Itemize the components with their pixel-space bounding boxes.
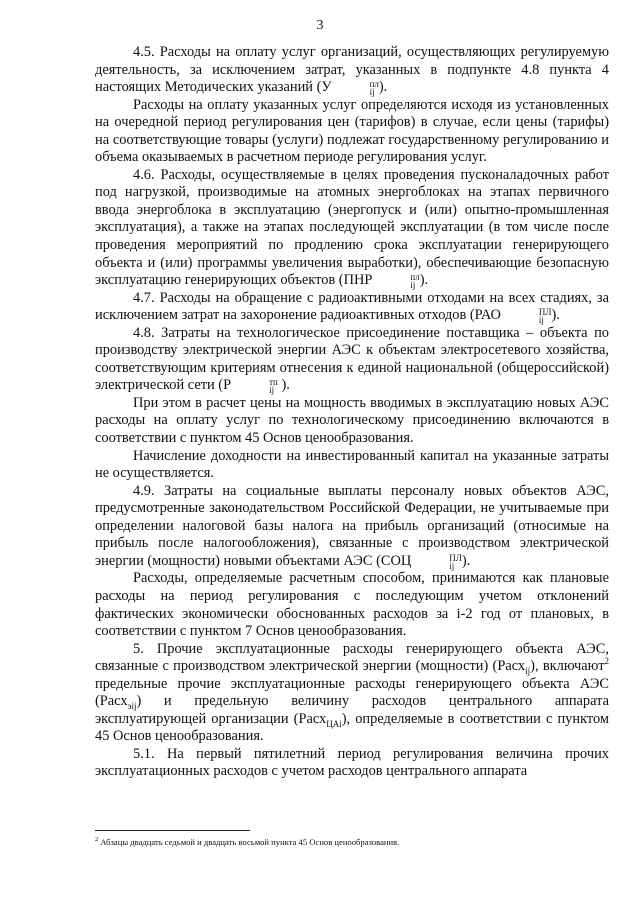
footnote-separator xyxy=(95,830,250,831)
index-group xyxy=(372,273,419,289)
text-run: ). xyxy=(461,552,471,569)
text-run: 5.1. На первый пятилетний период регулирования величина прочих эксплуатационных расходов с учетом расходов центрального аппарата xyxy=(95,745,609,780)
text-run: При этом в расчет цены на мощность вводимых в эксплуатацию новых АЭС расходы на оплату услуг по технологическому присоединению включаются в соответствии с пунктом 45 Основ ценообразования. xyxy=(95,394,609,447)
text-run: ) и предельную величину расходов центрального аппарата эксплуатирующей организации (Расх xyxy=(95,693,609,727)
paragraph-p4-9 xyxy=(95,483,609,571)
body-text xyxy=(95,44,609,781)
paragraph-p4-8 xyxy=(95,325,609,395)
page-number: 3 xyxy=(316,18,324,33)
paragraph-p4-8c xyxy=(95,448,609,483)
text-run: 4.9. Затраты на социальные выплаты персоналу новых объектов АЭС, предусмотренные законодательством Российской Федерации, не учитываемые при определении налоговой базы налога на прибыль организаций (относимые на прибыль после налогообложения), связанные с производством электрической энергии (мощности) новыми объектами АЭС (СОЦ xyxy=(95,482,609,569)
text-run: 5. Прочие эксплуатационные расходы генерирующего объекта АЭС, связанные с производством электрической энергии (мощности) (Расх xyxy=(95,640,609,675)
superscript: пл xyxy=(369,78,379,89)
index-group xyxy=(332,80,379,96)
subscript: эij xyxy=(127,701,137,712)
paragraph-p4-6 xyxy=(95,167,609,290)
superscript: ПЛ xyxy=(449,552,462,563)
text-run: Расходы, определяемые расчетным способом, принимаются как плановые расходы на период регулирования с последующим учетом отклонений фактических экономически обоснованных расходов за i-2 год от плановых, в соответствии с пунктом 7 Основ ценообразования. xyxy=(95,570,609,640)
superscript: тп xyxy=(269,377,278,388)
paragraph-p5 xyxy=(95,641,609,746)
footnote-text: Абзацы двадцать седьмой и двадцать восьмой пункта 45 Основ ценообразования. xyxy=(98,837,400,847)
text-run: 4.6. Расходы, осуществляемые в целях проведения пусконаладочных работ под нагрузкой, производимые на атомных энергоблоках на этапах первичного ввода энергоблока в эксплуатацию (энергопуск и (или) опытно-промышленная эксплуатация), а также на этапах последующей эксплуатации (в том числе после проведения мероприятий по продлению срока эксплуатации генерирующего объекта и (или) программы увеличения выработки), обеспечивающие безопасную эксплуатацию генерирующих объектов (ПНР xyxy=(95,166,609,289)
text-run: 4.8. Затраты на технологическое присоединение поставщика – объекта по производству электрической энергии АЭС к объектам электросетевого хозяйства, соответствующим критериям отнесения к единой национальной (общероссийской) электрической сети (Р xyxy=(95,324,609,394)
subscript: ij xyxy=(410,279,416,290)
subscript: ij xyxy=(369,86,375,97)
index-group xyxy=(231,378,278,394)
subscript: ЦАi xyxy=(326,718,342,729)
text-run: 4.5. Расходы на оплату услуг организаций, осуществляющих регулируемую деятельность, за исключением затрат, указанных в подпункте 4.8 пункта 4 настоящих Методических указаний (У xyxy=(95,44,609,96)
paragraph-p4-9b xyxy=(95,570,609,640)
text-run: ). xyxy=(419,272,429,289)
text-run: ), определяемые в соответствии с пунктом 45 Основ ценообразования. xyxy=(95,710,609,745)
subscript: ij xyxy=(538,314,544,325)
paragraph-p4-8b xyxy=(95,395,609,448)
footnote xyxy=(95,837,609,848)
paragraph-p4-7 xyxy=(95,290,609,325)
paragraph-p4-5 xyxy=(95,44,609,97)
subscript: ij xyxy=(269,385,275,396)
paragraph-p5-1 xyxy=(95,746,609,781)
text-run: Расходы на оплату указанных услуг определяются исходя из установленных на очередной период регулирования цен (тарифов) в случае, если цены (тарифы) на соответствующие товары (услуги) подлежат государственному регулированию и объема оказываемых в расчетном периоде регулирования услуг. xyxy=(95,96,609,166)
superscript: пл xyxy=(410,271,420,282)
footnote-marker: 2 xyxy=(95,836,99,844)
subscript: ij xyxy=(449,560,455,571)
superscript: ПЛ xyxy=(538,306,552,317)
paragraph-p4-5b xyxy=(95,97,609,167)
index-group xyxy=(501,308,552,324)
text-run: ). xyxy=(277,377,290,394)
text-run: ), включают xyxy=(530,658,605,675)
index-group xyxy=(411,554,462,570)
text-run: ). xyxy=(378,79,388,96)
text-run: предельные прочие эксплуатационные расходы генерирующего объекта АЭС (Расх xyxy=(95,675,609,710)
subscript: ij xyxy=(525,666,531,677)
superscript: 2 xyxy=(604,656,609,667)
text-run: ). xyxy=(551,307,560,324)
text-run: Начисление доходности на инвестированный капитал на указанные затраты не осуществляется. xyxy=(95,447,609,482)
text-run: 4.7. Расходы на обращение с радиоактивными отходами на всех стадиях, за исключением затрат на захоронение радиоактивных отходов (РАО xyxy=(95,289,609,324)
